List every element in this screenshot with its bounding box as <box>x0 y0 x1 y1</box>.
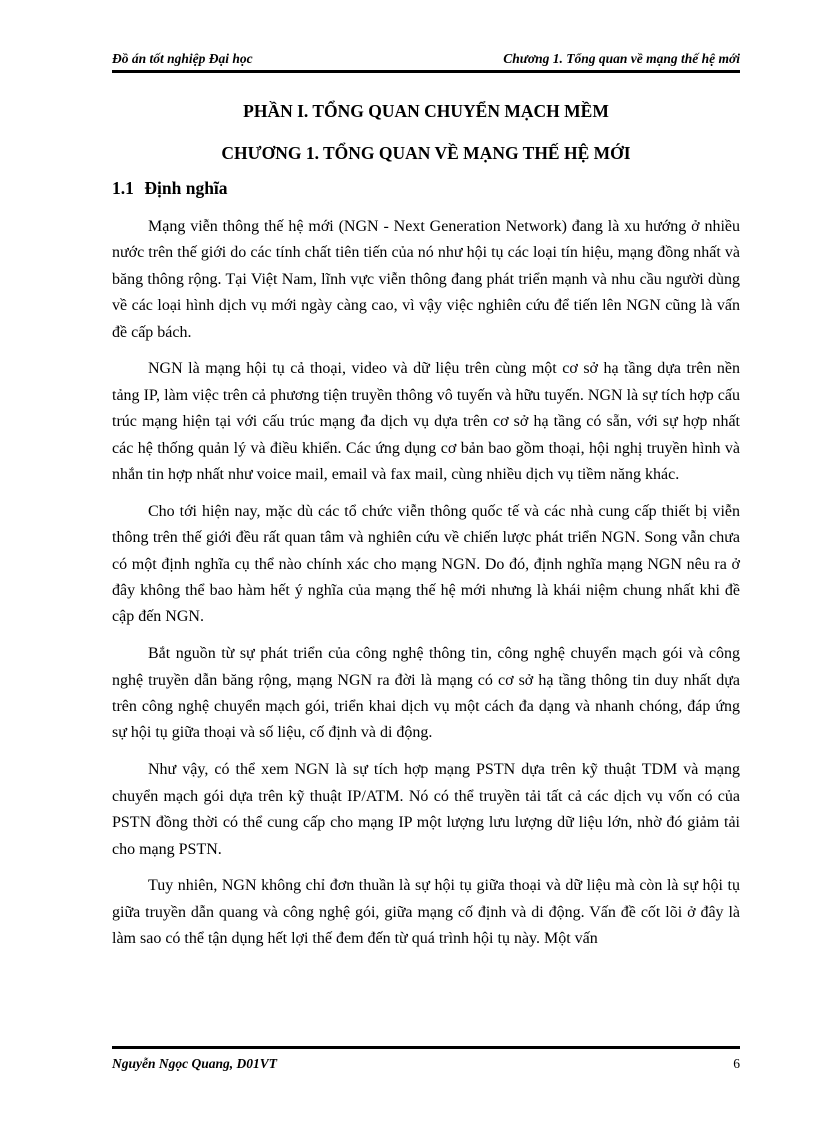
part-title: PHẦN I. TỔNG QUAN CHUYỂN MẠCH MỀM <box>243 101 609 121</box>
paragraph: NGN là mạng hội tụ cả thoại, video và dữ liệu trên cùng một cơ sở hạ tầng dựa trên nền tảng IP, làm việc trên cả phương tiện truyền thông vô tuyến và hữu tuyến. NGN là sự tích hợp cấu trúc mạng hiện tại với cấu trúc mạng đa dịch vụ dựa trên cơ sở hạ tầng có sẵn, với sự hợp nhất các hệ thống quản lý và điều khiển. Các ứng dụng cơ bản bao gồm thoại, hội nghị truyền hình và nhắn tin hợp nhất như voice mail, email và fax mail, cùng nhiều dịch vụ tiềm năng khác. <box>112 360 740 484</box>
page-header <box>112 51 740 71</box>
footer-rule <box>112 1046 740 1049</box>
paragraph: Cho tới hiện nay, mặc dù các tổ chức viễn thông quốc tế và các nhà cung cấp thiết bị viễn thông trên thế giới đều rất quan tâm và nghiên cứu về chiến lược phát triển NGN. Song vẫn chưa có một định nghĩa cụ thể nào chính xác cho mạng NGN. Do đó, định nghĩa mạng NGN nêu ra ở đây không thể bao hàm hết ý nghĩa của mạng thế hệ mới nhưng là khái niệm chung nhất khi đề cập đến NGN. <box>112 502 740 626</box>
paragraph: Bắt nguồn từ sự phát triển của công nghệ thông tin, công nghệ chuyển mạch gói và công nghệ truyền dẫn băng rộng, mạng NGN ra đời là mạng có cơ sở hạ tầng thông tin duy nhất dựa trên công nghệ chuyển mạch gói, triển khai dịch vụ một cách đa dạng và nhanh chóng, đáp ứng sự hội tụ giữa thoại và số liệu, cố định và di động. <box>112 645 740 742</box>
header-document-title: Đồ án tốt nghiệp Đại học <box>112 51 253 66</box>
footer-author: Nguyễn Ngọc Quang, D01VT <box>112 1056 278 1071</box>
header-chapter-title: Chương 1. Tổng quan về mạng thế hệ mới <box>503 51 740 66</box>
section-heading <box>112 178 228 199</box>
chapter-title: CHƯƠNG 1. TỔNG QUAN VỀ MẠNG THẾ HỆ MỚI <box>221 143 631 163</box>
page-number: 6 <box>733 1056 740 1071</box>
paragraph: Mạng viễn thông thế hệ mới (NGN - Next Generation Network) đang là xu hướng ở nhiều nước trên thế giới do các tính chất tiên tiến của nó như hội tụ các loại tín hiệu, mạng đồng nhất và băng thông rộng. Tại Việt Nam, lĩnh vực viễn thông đang phát triển mạnh và nhu cầu người dùng về các loại hình dịch vụ mới ngày càng cao, vì vậy việc nghiên cứu để tiến lên NGN cũng là vấn đề cấp bách. <box>112 218 740 341</box>
paragraph: Tuy nhiên, NGN không chỉ đơn thuần là sự hội tụ giữa thoại và dữ liệu mà còn là sự hội tụ giữa truyền dẫn quang và công nghệ gói, giữa mạng cố định và di động. Vấn đề cốt lõi ở đây là làm sao có thể tận dụng hết lợi thế đem đến từ quá trình hội tụ này. Một vấn <box>112 877 740 948</box>
section-number: 1.1 <box>112 178 134 198</box>
body-text <box>112 214 740 963</box>
header-rule <box>112 70 740 73</box>
paragraph: Như vậy, có thể xem NGN là sự tích hợp mạng PSTN dựa trên kỹ thuật TDM và mạng chuyển mạch gói dựa trên kỹ thuật IP/ATM. Nó có thể truyền tải tất cả các dịch vụ vốn có của PSTN đồng thời có thể cung cấp cho mạng IP một lượng lưu lượng dữ liệu lớn, nhờ đó giảm tải cho mạng PSTN. <box>112 761 740 858</box>
section-title: Định nghĩa <box>144 178 228 198</box>
